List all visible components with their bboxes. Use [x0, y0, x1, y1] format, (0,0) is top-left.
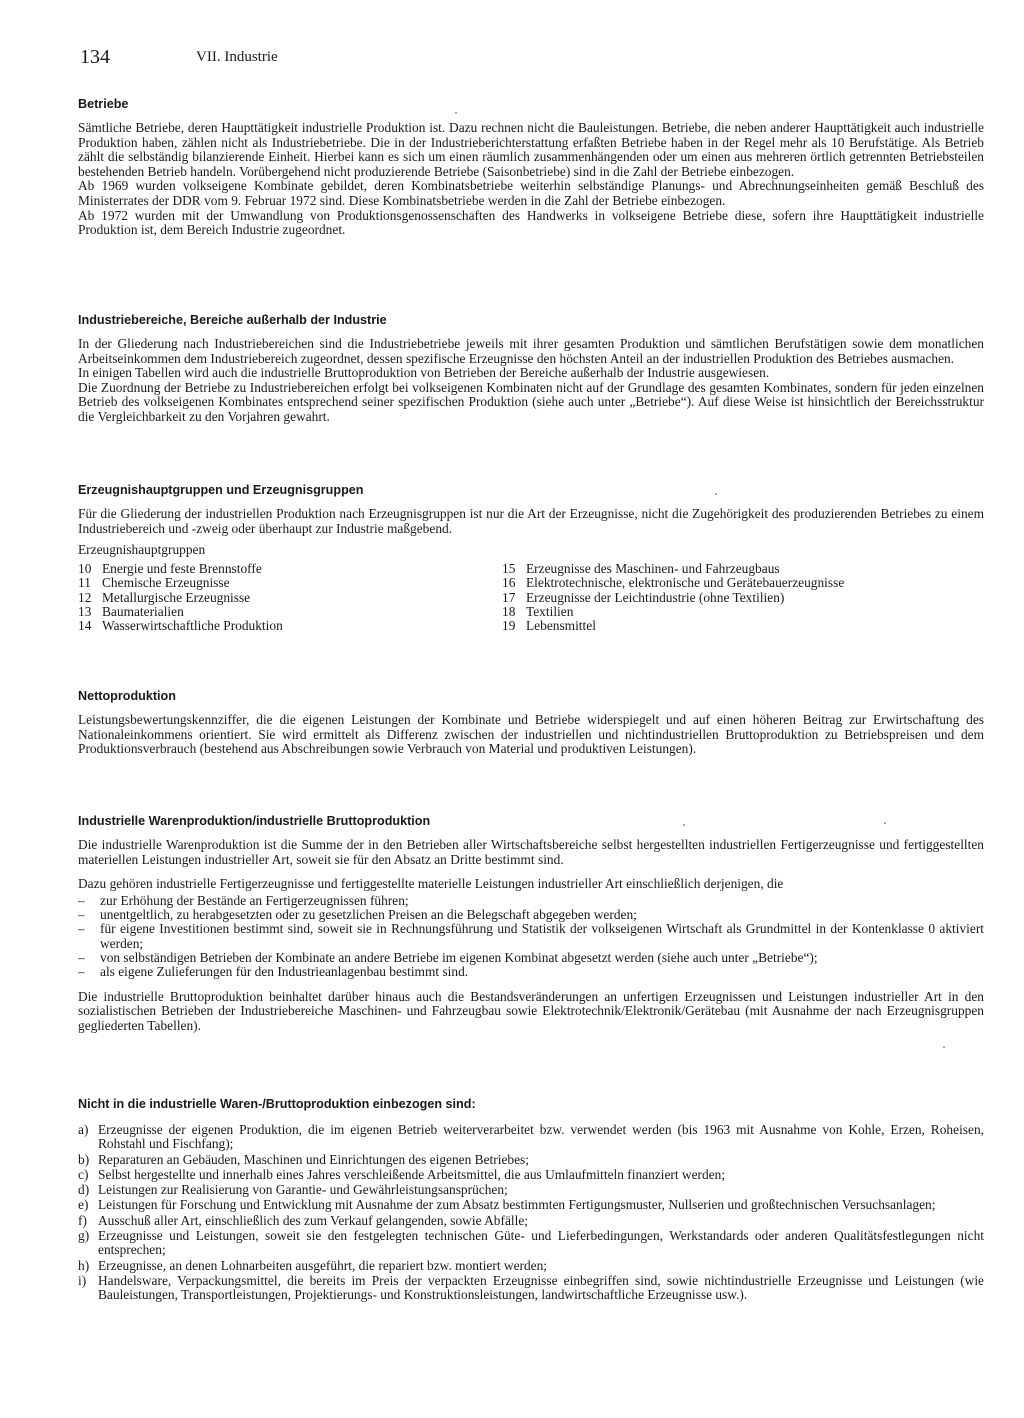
scan-speck: [715, 493, 717, 495]
section-heading: Industriebereiche, Bereiche außerhalb der Industrie: [78, 313, 387, 327]
section-industriebereiche: [78, 313, 984, 425]
section-betriebe: [78, 97, 984, 238]
group-number: 12: [78, 589, 92, 605]
group-number: 14: [78, 618, 92, 634]
list-item: h) Erzeugnisse, an denen Lohnarbeiten ausgeführt, die repariert bzw. montiert werden;: [78, 1257, 548, 1273]
exclusion-list: [78, 1123, 984, 1303]
section-heading: Industrielle Warenproduktion/industrielle Bruttoproduktion: [78, 814, 431, 828]
inclusion-list: [78, 894, 984, 980]
list-item: – für eigene Investitionen bestimmt sind, soweit sie in Rechnungsführung und Statistik der volkseigenen Wirtschaft als Grundmittel in der Kontenklasse 0 aktiviert werden;: [78, 921, 984, 951]
paragraph: In einigen Tabellen wird auch die industrielle Bruttoproduktion von Betrieben der Bereiche außerhalb der Industrie ausgewiesen.: [78, 365, 770, 381]
list-item: [78, 562, 498, 576]
group-label: Erzeugnisse der Leichtindustrie (ohne Textilien): [526, 589, 785, 605]
group-label: Lebensmittel: [526, 618, 596, 634]
group-number: 16: [502, 575, 516, 591]
list-item: [78, 619, 498, 633]
group-label: Textilien: [526, 604, 574, 620]
paragraph: Sämtliche Betriebe, deren Haupttätigkeit industrielle Produktion ist. Dazu rechnen nicht die Bauleistungen. Betriebe, die neben anderer Haupttätigkeit auch industrielle Produktion haben, zählen nicht als Industriebetriebe. Die in der Industrieberichterstattung erfaßten Betriebe haben in der Regel mehr als 10 Berufstätige. Als Betrieb zählt die selbständig bilanzierende Einheit. Hierbei kann es sich um einen räumlich zusammenhängenden oder um einen aus mehreren örtlich getrennten Betriebsteilen bestehenden Betrieb handeln. Vorübergehend nicht produzierende Betriebe (Saisonbetriebe) sind in die Zahl der Betriebe einbezogen.: [78, 120, 984, 179]
list-item: [502, 591, 982, 605]
list-item: f) Ausschuß aller Art, einschließlich des zum Verkauf gelangenden, sowie Abfälle;: [78, 1212, 528, 1228]
section-nettoproduktion: [78, 689, 984, 757]
group-number: 13: [78, 604, 92, 620]
subheading: Erzeugnishauptgruppen: [78, 542, 206, 558]
section-heading: Erzeugnishauptgruppen und Erzeugnisgruppen: [78, 483, 364, 497]
list-item: i) Handelsware, Verpackungsmittel, die bereits im Preis der verpackten Erzeugnisse einbegriffen sind, sowie nichtindustrielle Erzeugnisse und Leistungen (wie Bauleistungen, Transportleistungen, Projektierungs- und Konstruktionsleistungen, landwirtschaftliche Erzeugnisse usw.).: [78, 1272, 984, 1303]
product-groups-left: [78, 562, 498, 633]
product-groups: [78, 562, 984, 634]
group-label: Metallurgische Erzeugnisse: [102, 589, 251, 605]
list-item: e) Leistungen für Forschung und Entwicklung mit Ausnahme der zum Absatz bestimmten Fertigungsmuster, Nullserien und großtechnischen Versuchsanlagen;: [78, 1197, 936, 1213]
group-label: Energie und feste Brennstoffe: [102, 561, 262, 577]
paragraph: In der Gliederung nach Industriebereichen sind die Industriebetriebe jeweils mit ihrer gesamten Produktion und sämtlichen Berufstätigen sowie dem monatlichen Arbeitseinkommen dem Industriebereich zugeordnet, dessen spezifische Erzeugnisse den höchsten Anteil an der industriellen Produktion des Betriebes ausmachen.: [78, 336, 984, 366]
chapter-title: VII. Industrie: [196, 49, 278, 65]
section-warenproduktion: [78, 814, 984, 1033]
section-heading: Nettoproduktion: [78, 689, 176, 703]
page-number: 134: [80, 46, 110, 68]
list-item: [78, 605, 498, 619]
group-number: 10: [78, 561, 92, 577]
list-item: [78, 591, 498, 605]
list-item: g) Erzeugnisse und Leistungen, soweit sie den festgelegten technischen Güte- und Lieferbedingungen, Werkstandards oder anderen Qualitätsfestlegungen nicht entsprechen;: [78, 1228, 984, 1258]
group-label: Baumaterialien: [102, 604, 184, 620]
list-item: [78, 576, 498, 590]
list-item: [502, 619, 982, 633]
list-item: b) Reparaturen an Gebäuden, Maschinen und Einrichtungen des eigenen Betriebes;: [78, 1151, 529, 1167]
page-header: [80, 46, 1000, 70]
group-label: Elektrotechnische, elektronische und Gerätebauerzeugnisse: [526, 575, 845, 591]
section-heading: Betriebe: [78, 97, 129, 111]
section-erzeugnisgruppen: [78, 483, 984, 634]
product-groups-right: [502, 562, 982, 633]
list-item: – unentgeltlich, zu herabgesetzten oder zu gesetzlichen Preisen an die Belegschaft abgegeben werden;: [78, 907, 637, 923]
group-number: 19: [502, 618, 516, 634]
scan-speck: [943, 1046, 945, 1048]
paragraph: Ab 1972 wurden mit der Umwandlung von Produktionsgenossenschaften des Handwerks in volkseigene Betriebe diese, sofern ihre Haupttätigkeit industrielle Produktion ist, dem Bereich Industrie zugeordnet.: [78, 207, 984, 238]
group-label: Chemische Erzeugnisse: [102, 575, 230, 591]
group-number: 15: [502, 561, 516, 577]
list-item: d) Leistungen zur Realisierung von Garantie- und Gewährleistungsansprüchen;: [78, 1182, 508, 1198]
list-item: a) Erzeugnisse der eigenen Produktion, die im eigenen Betrieb weiterverarbeitet bzw. verwendet werden (bis 1963 mit Ausnahme von Kohle, Erzen, Roheisen, Rohstahl und Fischfang);: [78, 1122, 984, 1152]
list-item: – als eigene Zulieferungen für den Industrieanlagenbau bestimmt sind.: [78, 964, 469, 980]
paragraph: Die Zuordnung der Betriebe zu Industriebereichen erfolgt bei volkseigenen Kombinaten nicht auf der Grundlage des gesamten Kombinates, sondern für jeden einzelnen Betrieb des volkseigenen Kombinates entsprechend seiner spezifischen Produktion (siehe auch unter „Betriebe“). Auf diese Weise ist hinsichtlich der Bereichsstruktur die Vergleichbarkeit zu den Vorjahren gewahrt.: [78, 379, 984, 424]
paragraph: Leistungsbewertungskennziffer, die die eigenen Leistungen der Kombinate und Betriebe widerspiegelt und auf einen höheren Beitrag zur Erwirtschaftung des Nationaleinkommens orientiert. Sie wird ermittelt als Differenz zwischen der industriellen und nichtindustriellen Bruttoproduktion zu Betriebspreisen und dem Produktionsverbrauch (bestehend aus Abschreibungen sowie Verbrauch von Material und produktiven Leistungen).: [78, 712, 984, 757]
list-item: [502, 605, 982, 619]
scan-speck: [683, 824, 685, 826]
section-heading: Nicht in die industrielle Waren-/Bruttoproduktion einbezogen sind:: [78, 1097, 476, 1111]
list-item: – von selbständigen Betrieben der Kombinate an andere Betriebe im eigenen Kombinat abgesetzt werden (siehe auch unter „Betriebe“);: [78, 949, 818, 965]
group-number: 17: [502, 589, 516, 605]
group-label: Wasserwirtschaftliche Produktion: [102, 618, 283, 634]
paragraph: Die industrielle Bruttoproduktion beinhaltet darüber hinaus auch die Bestandsveränderungen an unfertigen Erzeugnissen und Leistungen industrieller Art in den sozialistischen Betrieben der Industriebereiche Maschinen- und Fahrzeugbau sowie Elektrotechnik/Elektronik/Gerätebau (mit Ausnahme der nach Erzeugnisgruppen gegliederten Tabellen).: [78, 988, 984, 1033]
paragraph: Ab 1969 wurden volkseigene Kombinate gebildet, deren Kombinatsbetriebe weiterhin selbständige Planungs- und Abrechnungseinheiten gemäß Beschluß des Ministerrates der DDR vom 9. Februar 1972 sind. Diese Kombinatsbetriebe werden in die Zahl der Betriebe einbezogen.: [78, 178, 984, 208]
group-number: 11: [78, 575, 91, 591]
list-item: – zur Erhöhung der Bestände an Fertigerzeugnissen führen;: [78, 892, 409, 908]
paragraph: Die industrielle Warenproduktion ist die Summe der in den Betrieben aller Wirtschaftsbereiche selbst hergestellten industriellen Fertigerzeugnisse und fertiggestellten materiellen Leistungen industrieller Art, soweit sie für den Absatz an Dritte bestimmt sind.: [78, 837, 984, 867]
scan-speck: [455, 112, 457, 114]
list-item: c) Selbst hergestellte und innerhalb eines Jahres verschleißende Arbeitsmittel, die aus Umlaufmitteln finanziert werden;: [78, 1166, 726, 1182]
paragraph: Für die Gliederung der industriellen Produktion nach Erzeugnisgruppen ist nur die Art der Erzeugnisse, nicht die Zugehörigkeit des produzierenden Betriebes zu einem Industriebereich und -zweig oder überhaupt zur Industrie maßgebend.: [78, 506, 984, 536]
list-item: [502, 576, 982, 590]
paragraph: Dazu gehören industrielle Fertigerzeugnisse und fertiggestellte materielle Leistungen industrieller Art einschließlich derjenigen, die: [78, 876, 784, 892]
section-nicht-einbezogen: [78, 1097, 984, 1304]
group-number: 18: [502, 604, 516, 620]
list-item: [502, 562, 982, 576]
group-label: Erzeugnisse des Maschinen- und Fahrzeugbaus: [526, 561, 780, 577]
scan-speck: [884, 822, 886, 824]
